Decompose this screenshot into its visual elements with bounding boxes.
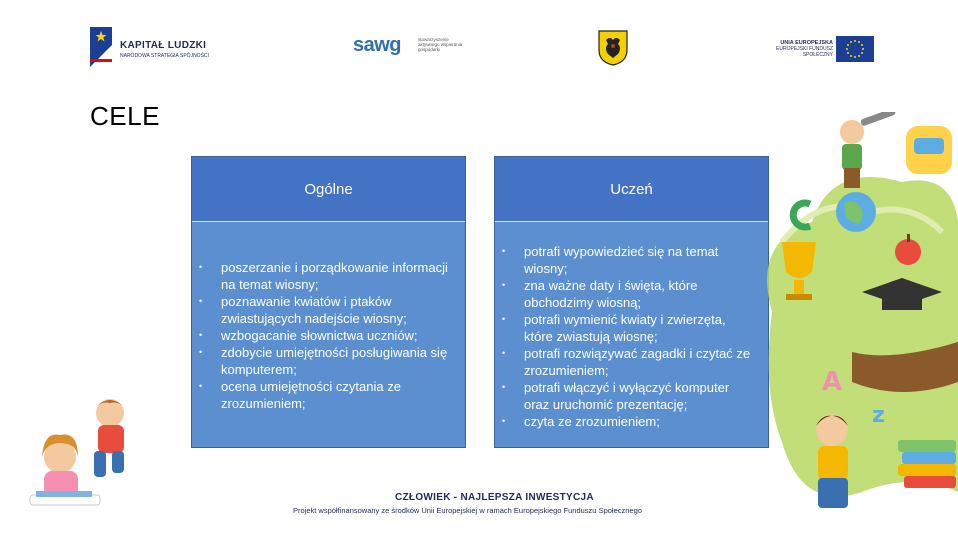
tree-school-illustration: [752, 112, 958, 532]
list-item: • potrafi wymienić kwiaty i zwierzęta, które zwiastują wiosnę;: [502, 311, 757, 345]
goals-general-box: [191, 156, 466, 448]
sawg-sublabel: stowarzyszenie aktywnego wspierania gospodarki: [418, 37, 463, 52]
list-item: • zdobycie umiejętności posługiwania się komputerem;: [199, 344, 454, 378]
list-item: • ocena umiejętności czytania ze zrozumieniem;: [199, 378, 454, 412]
footer-note: Projekt współfinansowany ze środków Unii Europejskiej w ramach Europejskiego Funduszu Społecznego: [293, 506, 642, 515]
goals-student-box: [494, 156, 769, 448]
goals-student-heading: Uczeń: [495, 157, 768, 222]
svg-text:A: A: [822, 367, 843, 397]
goals-general-heading: Ogólne: [192, 157, 465, 222]
eu-flag-icon: [836, 36, 874, 62]
svg-text:z: z: [872, 403, 885, 428]
list-item: • wzbogacanie słownictwa uczniów;: [199, 327, 454, 344]
kapital-ludzki-label: KAPITAŁ LUDZKI: [120, 40, 207, 51]
goals-general-list: [199, 259, 454, 412]
sawg-logo: sawg: [353, 34, 402, 56]
page-title: CELE: [90, 101, 160, 131]
coat-of-arms-icon: [598, 30, 628, 66]
kapital-ludzki-logo-icon: [90, 27, 112, 67]
footer-slogan: CZŁOWIEK - NAJLEPSZA INWESTYCJA: [395, 492, 594, 503]
list-item: • poznawanie kwiatów i ptaków zwiastujących nadejście wiosny;: [199, 293, 454, 327]
eu-title: UNIA EUROPEJSKA: [780, 40, 833, 46]
list-item: • poszerzanie i porządkowanie informacji na temat wiosny;: [199, 259, 454, 293]
children-reading-illustration: [22, 395, 137, 515]
eu-label: [770, 40, 833, 58]
list-item: • potrafi rozwiązywać zagadki i czytać ze zrozumieniem;: [502, 345, 757, 379]
eu-sublabel: EUROPEJSKI FUNDUSZ SPOŁECZNY: [776, 46, 833, 58]
list-item: • potrafi wypowiedzieć się na temat wiosny;: [502, 243, 757, 277]
list-item: • zna ważne daty i święta, które obchodzimy wiosną;: [502, 277, 757, 311]
list-item: • czyta ze zrozumieniem;: [502, 413, 757, 430]
list-item: • potrafi włączyć i wyłączyć komputer oraz uruchomić prezentację;: [502, 379, 757, 413]
goals-student-list: [502, 243, 757, 430]
kapital-ludzki-sublabel: NARODOWA STRATEGIA SPÓJNOŚCI: [120, 53, 209, 59]
